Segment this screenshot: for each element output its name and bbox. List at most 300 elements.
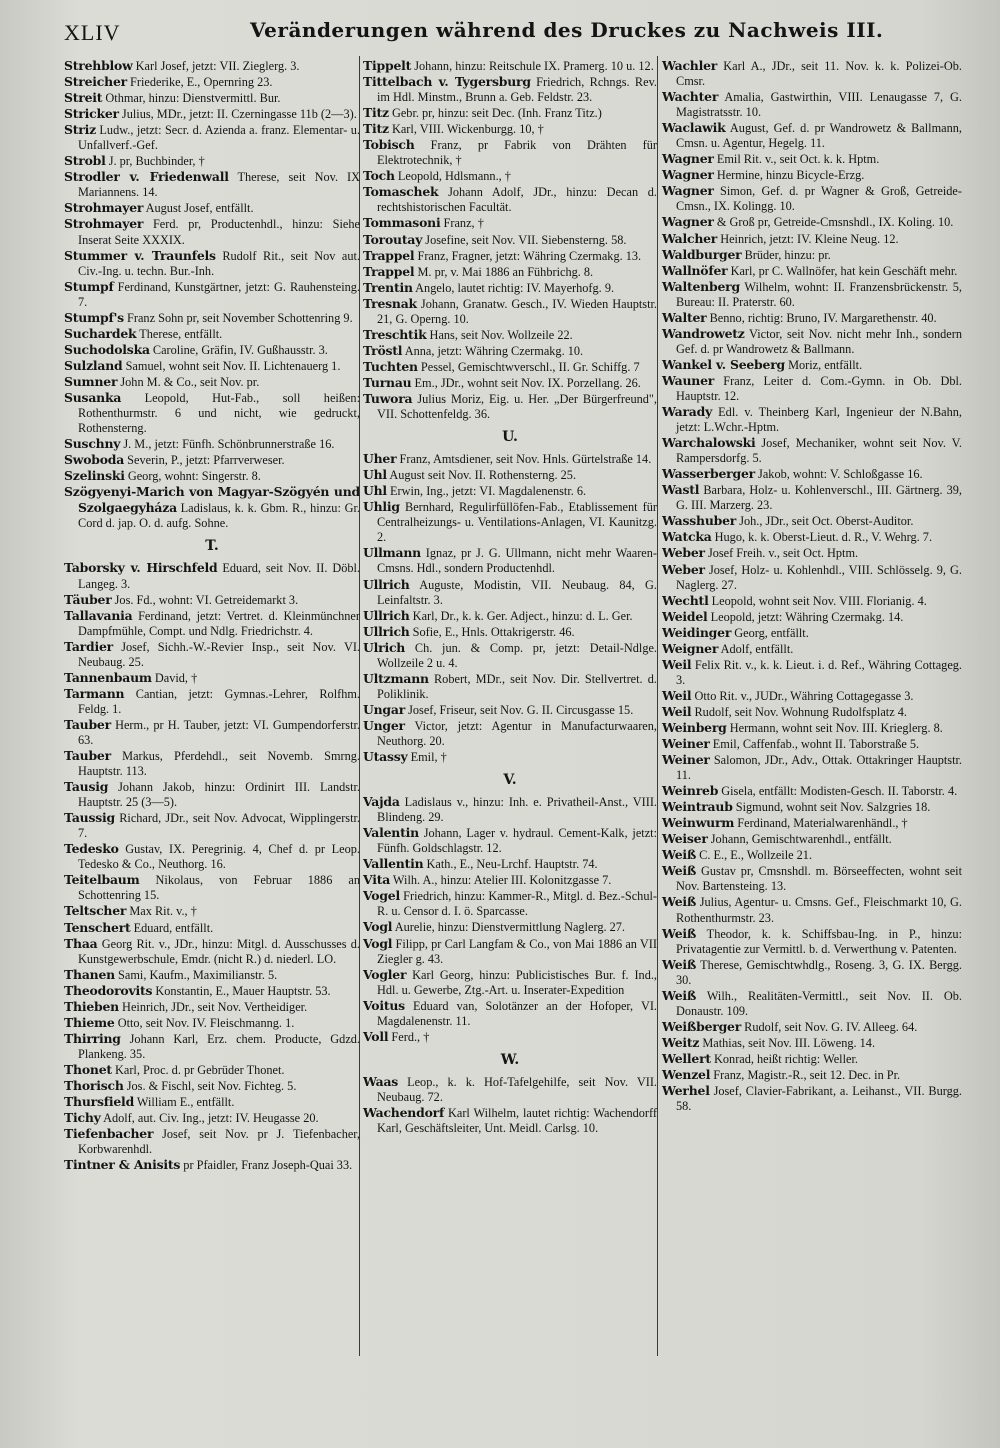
entry-name: Strehblow — [64, 58, 133, 73]
entry-name: Wachter — [662, 89, 719, 105]
entry-text: Gisela, entfällt: Modisten-Gesch. II. Taborstr. 4. — [718, 784, 958, 799]
entry-text: Josefine, seit Nov. VII. Siebensterng. 58. — [422, 232, 627, 247]
entry-name: Waltenberg — [662, 278, 740, 294]
entry-text: Joh., JDr., seit Oct. Oberst-Auditor. — [736, 514, 914, 529]
entry-name: Thonet — [64, 1061, 112, 1077]
directory-entry — [363, 718, 657, 749]
entry-name: Wachendorf — [363, 1105, 445, 1120]
directory-entry — [363, 671, 657, 702]
entry-text: Pessel, Gemischtwverschl., II. Gr. Schiffg. 7 — [417, 359, 640, 374]
entry-text: Bernhard, Regulirfüllöfen-Fab., Etablissement für Centralheizungs- u. Ventilations-Anlagen, VI. Kaunitzg. 2. — [377, 500, 657, 545]
entry-text: Sigmund, wohnt seit Nov. Salzgries 18. — [732, 800, 931, 815]
directory-entry — [662, 231, 962, 247]
directory-entry — [363, 215, 657, 231]
page-title: Veränderungen während des Druckes zu Nachweis III. — [250, 18, 884, 42]
entry-name: Suchardek — [64, 325, 137, 341]
entry-text: Hans, seit Nov. Wollzeile 22. — [426, 327, 573, 342]
entry-text: Josef, Holz- u. Kohlenhdl., VIII. Schlösselg. 9, G. Naglerg. 27. — [676, 562, 962, 592]
directory-entry — [363, 467, 657, 483]
directory-entry — [363, 624, 657, 640]
directory-entry — [662, 247, 962, 263]
directory-entry — [64, 342, 360, 358]
entry-name: Wagner — [662, 167, 714, 183]
entry-name: Vogel — [363, 888, 400, 904]
entry-name: Weißberger — [662, 1018, 742, 1034]
entry-name: Strohmayer — [64, 200, 144, 216]
entry-text: Jakob, wohnt: V. Schloßgasse 16. — [754, 467, 923, 482]
entry-name: Tippelt — [363, 58, 412, 73]
directory-entry — [363, 248, 657, 264]
entry-name: Szelinski — [64, 468, 125, 484]
entry-name: Uhl — [363, 467, 387, 483]
entry-name: Wasshuber — [662, 513, 737, 529]
entry-text: Therese, seit Nov. IX Mariannens. 14. — [78, 170, 360, 200]
directory-entry — [662, 357, 962, 373]
directory-entry — [363, 749, 657, 765]
entry-name: Uher — [363, 451, 397, 467]
directory-entry — [64, 436, 360, 452]
entry-name: Wallnöfer — [662, 262, 728, 278]
entry-name: Weiß — [662, 863, 697, 879]
directory-entry — [662, 688, 962, 704]
entry-text: Karl, VIII. Wickenburgg. 10, † — [388, 122, 544, 137]
entry-name: Täuber — [64, 591, 112, 607]
directory-entry — [64, 1015, 360, 1031]
directory-entry — [363, 168, 657, 184]
entry-text: Karl Georg, hinzu: Publicistisches Bur. f. Ind., Hdl. u. Gewerbe, Ztg.-Art. u. Inserater-Expedition — [377, 967, 657, 997]
entry-text: Caroline, Gräfin, IV. Gußhausstr. 3. — [149, 342, 328, 357]
entry-text: Karl, Dr., k. k. Ger. Adject., hinzu: d. L. Ger. — [409, 608, 633, 623]
directory-entry — [662, 926, 962, 957]
directory-entry — [64, 58, 360, 74]
entry-text: William E., entfällt. — [134, 1095, 235, 1110]
entry-name: Tenschert — [64, 919, 131, 935]
directory-entry — [662, 167, 962, 183]
directory-entry — [662, 1083, 962, 1114]
directory-entry — [64, 1062, 360, 1078]
entry-name: Sulzland — [64, 357, 123, 373]
entry-text: Konstantin, E., Mauer Hauptstr. 53. — [152, 983, 331, 998]
entry-name: Weiß — [662, 847, 697, 863]
entry-text: Eduard, seit Nov. II. Döbl. Langeg. 3. — [78, 561, 361, 591]
directory-entry — [662, 513, 962, 529]
directory-entry — [64, 608, 360, 639]
entry-text: August Josef, entfällt. — [143, 201, 254, 216]
directory-entry — [363, 608, 657, 624]
entry-text: Therese, entfällt. — [136, 326, 223, 341]
entry-name: Trappel — [363, 263, 415, 279]
entry-text: Emil, Caffenfab., wohnt II. Taborstraße 5. — [709, 737, 920, 752]
entry-text: Severin, P., jetzt: Pfarrverweser. — [124, 453, 285, 468]
entry-text: Johann Jakob, hinzu: Ordinirt III. Landstr. Hauptstr. 25 (3—5). — [78, 780, 360, 810]
directory-entry — [64, 90, 360, 106]
directory-entry — [363, 545, 657, 576]
directory-entry — [363, 137, 657, 168]
entry-name: Stummer v. Traunfels — [64, 247, 216, 263]
directory-entry — [64, 560, 360, 591]
entry-text: Gustav, IX. Peregrinig. 4, Chef d. pr Leop. Tedesko & Co., Neuthorg. 16. — [78, 842, 360, 872]
entry-text: Em., JDr., wohnt seit Nov. IX. Porzellang. 26. — [411, 375, 641, 390]
entry-name: Suschny — [64, 436, 121, 452]
entry-text: Heinrich, JDr., seit Nov. Vertheidiger. — [118, 999, 308, 1014]
directory-entry — [64, 452, 360, 468]
entry-text: Moriz, entfällt. — [785, 357, 863, 372]
directory-entry — [363, 232, 657, 248]
directory-entry — [363, 499, 657, 545]
entry-name: Vallentin — [363, 856, 424, 872]
entry-text: Herm., pr H. Tauber, jetzt: VI. Gumpendorferstr. 63. — [78, 717, 360, 747]
entry-name: Tiefenbacher — [64, 1126, 154, 1142]
entry-text: Julius, MDr., jetzt: II. Czerningasse 11b (2—3). — [118, 107, 357, 122]
entry-text: Heinrich, jetzt: IV. Kleine Neug. 12. — [717, 231, 899, 246]
directory-entry — [64, 484, 360, 531]
entry-name: Ullrich — [363, 623, 410, 639]
entry-name: Tausig — [64, 779, 109, 795]
entry-text: Ignaz, pr J. G. Ullmann, nicht mehr Waaren-Cmsns. Hdl., sondern Productenhdl. — [377, 546, 657, 576]
entry-name: Strodler v. Friedenwall — [64, 169, 229, 185]
entry-text: John M. & Co., seit Nov. pr. — [117, 374, 260, 389]
directory-entry — [64, 920, 360, 936]
directory-entry — [363, 483, 657, 499]
entry-name: Wastl — [662, 482, 700, 498]
directory-entry — [363, 794, 657, 825]
entry-name: Wauner — [662, 372, 715, 388]
entry-name: Thieben — [64, 998, 119, 1014]
entry-text: Edl. v. Theinberg Karl, Ingenieur der N.Bahn, jetzt: L.Wchr.-Hptm. — [676, 405, 962, 435]
entry-text: Leop., k. k. Hof-Tafelgehilfe, seit Nov. VII. Neubaug. 72. — [377, 1074, 657, 1104]
entry-text: Josef, Friseur, seit Nov. G. II. Circusgasse 15. — [405, 702, 634, 717]
entry-text: Leopold, jetzt: Währing Czermakg. 14. — [707, 609, 904, 624]
directory-entry — [363, 577, 657, 608]
entry-name: Wachler — [662, 58, 718, 73]
entry-text: Victor, seit Nov. nicht mehr Inh., sondern Gef. d. pr Wandrowetz & Ballmann. — [676, 326, 962, 356]
entry-name: Tallavania — [64, 607, 133, 623]
entry-name: Susanka — [64, 389, 122, 405]
entry-name: Thursfield — [64, 1094, 135, 1110]
entry-name: Weiner — [662, 752, 710, 768]
entry-text: Josef, Mechaniker, wohnt seit Nov. V. Rampersdorfg. 5. — [676, 436, 962, 466]
directory-entry — [363, 359, 657, 375]
directory-entry — [662, 214, 962, 230]
entry-name: Warchalowski — [662, 435, 756, 451]
entry-name: Watcka — [662, 529, 712, 545]
directory-entry — [64, 999, 360, 1015]
entry-text: Josef, seit Nov. pr J. Tiefenbacher, Korbwarenhdl. — [78, 1127, 360, 1157]
entry-text: Gustav pr, Cmsnshdl. m. Börseeffecten, wohnt seit Nov. Bartensteing. 13. — [676, 864, 962, 894]
entry-name: Theodorovits — [64, 982, 153, 998]
entry-text: Franz, Fragner, jetzt: Währing Czermakg. 13. — [414, 248, 642, 263]
entry-name: Turnau — [363, 374, 412, 390]
entry-name: Warady — [662, 404, 713, 420]
entry-name: Tommasoni — [363, 215, 441, 231]
entry-name: Tobisch — [363, 137, 415, 153]
entry-text: Hermann, wohnt seit Nov. III. Krieglerg. 8. — [726, 720, 943, 735]
directory-entry — [64, 1078, 360, 1094]
directory-entry — [64, 592, 360, 608]
directory-entry — [64, 1110, 360, 1126]
entry-text: Gebr. pr, hinzu: seit Dec. (Inh. Franz Titz.) — [388, 106, 602, 121]
entry-text: Emil Rit. v., seit Oct. k. k. Hptm. — [713, 152, 880, 167]
entry-name: Taborsky v. Hirschfeld — [64, 560, 218, 576]
directory-entry — [64, 358, 360, 374]
entry-name: Ullmann — [363, 545, 421, 561]
entry-text: Adolf, aut. Civ. Ing., jetzt: IV. Heugasse 20. — [100, 1111, 319, 1126]
directory-entry — [64, 903, 360, 919]
entry-text: Konrad, heißt richtig: Weller. — [710, 1051, 858, 1066]
directory-entry — [363, 1105, 657, 1136]
entry-name: Trentin — [363, 279, 413, 295]
entry-text: Johann, hinzu: Reitschule IX. Pramerg. 10 u. 12. — [411, 59, 654, 73]
entry-text: Max Rit. v., † — [126, 904, 197, 919]
directory-entry — [662, 657, 962, 688]
directory-entry — [363, 936, 657, 967]
directory-entry — [662, 720, 962, 736]
directory-entry — [662, 799, 962, 815]
entry-name: Wasserberger — [662, 466, 755, 482]
directory-entry — [363, 327, 657, 343]
entry-text: Franz, Amtsdiener, seit Nov. Hnls. Gürtelstraße 14. — [396, 452, 652, 467]
entry-name: Thieme — [64, 1014, 115, 1030]
entry-name: Uhlig — [363, 499, 400, 515]
entry-name: Weiß — [662, 894, 697, 910]
column-3 — [662, 58, 962, 1114]
entry-text: Wilh. A., hinzu: Atelier III. Kolonitzgasse 7. — [390, 873, 612, 888]
directory-entry — [662, 120, 962, 151]
entry-text: Wilhelm, wohnt: II. Franzensbrückenstr. 5, Bureau: II. Praterstr. 60. — [676, 279, 962, 309]
directory-entry — [64, 670, 360, 686]
directory-entry — [64, 1094, 360, 1110]
entry-text: Ferd. pr, Productenhdl., hinzu: Siehe Inserat Seite XXXIX. — [78, 217, 360, 247]
entry-name: Weidinger — [662, 624, 732, 640]
entry-name: Valentin — [363, 825, 419, 841]
directory-entry — [363, 296, 657, 327]
directory-entry — [662, 562, 962, 593]
directory-entry — [64, 872, 360, 903]
directory-entry — [64, 983, 360, 999]
directory-entry — [662, 1019, 962, 1035]
entry-text: Sami, Kaufm., Maximilianstr. 5. — [114, 967, 278, 982]
entry-name: Utassy — [363, 749, 408, 765]
entry-name: Teitelbaum — [64, 872, 140, 888]
entry-text: Adolf, entfällt. — [718, 641, 794, 656]
entry-text: Nikolaus, von Februar 1886 an Schottenring 15. — [78, 873, 360, 903]
entry-name: Werhel — [662, 1083, 710, 1099]
section-letter: T. — [205, 538, 219, 555]
entry-text: Ferdinand, Materialwarenhändl., † — [734, 816, 908, 831]
directory-entry — [363, 998, 657, 1029]
entry-text: Jos. Fd., wohnt: VI. Getreidemarkt 3. — [111, 592, 299, 607]
section-letter: W. — [500, 1051, 520, 1068]
entry-text: Samuel, wohnt seit Nov. II. Lichtenauerg 1. — [122, 358, 341, 373]
directory-entry — [662, 831, 962, 847]
directory-entry — [363, 1029, 657, 1045]
entry-text: Barbara, Holz- u. Kohlenverschl., III. Gärtnerg. 39, G. III. Marzerg. 23. — [676, 483, 962, 513]
directory-entry — [64, 686, 360, 717]
directory-entry — [363, 1074, 657, 1105]
entry-text: Franz, Leiter d. Com.-Gymn. in Ob. Dbl. Hauptstr. 12. — [676, 373, 962, 403]
entry-name: Vita — [363, 872, 391, 888]
entry-text: Leopold, Hut-Fab., soll heißen: Rothenthurmstr. 6 und nicht, wie gedruckt, Rothensterng. — [78, 390, 360, 436]
entry-text: Filipp, pr Carl Langfam & Co., von Mai 1886 an VII Ziegler g. 43. — [377, 936, 657, 966]
directory-entry — [363, 58, 657, 74]
entry-text: Ferdinand, Kunstgärtner, jetzt: G. Rauhensteing. 7. — [78, 279, 360, 309]
entry-text: Julius Moriz, Eig. u. Her. „Der Bürgerfreund", VII. Schottenfeldg. 36. — [377, 391, 657, 422]
entry-name: Wagner — [662, 183, 714, 199]
entry-name: Weitz — [662, 1034, 700, 1050]
entry-name: Trappel — [363, 247, 415, 263]
entry-name: Streit — [64, 90, 103, 106]
entry-text: Franz, Magistr.-R., seit 12. Dec. in Pr. — [710, 1068, 901, 1082]
directory-entry — [64, 468, 360, 484]
directory-entry — [64, 1031, 360, 1062]
entry-name: Vajda — [363, 794, 400, 810]
entry-name: Tresnak — [363, 295, 417, 311]
entry-name: Weinwurm — [662, 815, 735, 831]
entry-name: Wankel v. Seeberg — [662, 356, 785, 372]
directory-entry — [64, 216, 360, 247]
entry-name: Weiß — [662, 925, 697, 941]
entry-text: Ladislaus v., hinzu: Inh. e. Privatheil-Anst., VIII. Blindeng. 29. — [377, 795, 657, 825]
entry-name: Strobl — [64, 153, 106, 169]
directory-entry — [64, 936, 360, 967]
entry-name: Weidel — [662, 608, 708, 624]
entry-text: Ludw., jetzt: Secr. d. Azienda a. franz. Elementar- u. Unfallverf.-Gef. — [78, 123, 360, 153]
directory-entry — [64, 779, 360, 810]
entry-text: Karl, pr C. Wallnöfer, hat kein Geschäft mehr. — [727, 263, 958, 278]
entry-text: Johann, Gemischtwarenhdl., entfällt. — [707, 832, 892, 847]
entry-text: Ferd., † — [388, 1029, 430, 1044]
directory-entry — [662, 593, 962, 609]
directory-entry — [64, 74, 360, 90]
entry-name: Weil — [662, 687, 692, 703]
entry-name: Weiß — [662, 987, 697, 1003]
entry-name: Voll — [363, 1028, 389, 1044]
entry-text: Victor, jetzt: Agentur in Manufacturwaaren, Neuthorg. 20. — [377, 718, 657, 748]
entry-text: Georg Rit. v., JDr., hinzu: Mitgl. d. Ausschusses d. Kunstgewerbschule, Emdr. (nicht R.) d. niederl. LO. — [78, 936, 360, 966]
entry-text: Brüder, hinzu: pr. — [741, 247, 831, 262]
directory-entry — [64, 841, 360, 872]
directory-entry — [662, 894, 962, 925]
entry-text: C. E., E., Wollzeile 21. — [696, 848, 813, 863]
entry-text: Ladislaus, k. k. Gbm. R., hinzu: Gr. Cord d. jap. O. d. aufg. Sohne. — [78, 501, 360, 531]
entry-text: August, Gef. d. pr Wandrowetz & Ballmann, Cmsn. u. Agentur, Hegelg. 11. — [676, 121, 962, 151]
directory-entry — [363, 74, 657, 105]
entry-text: Emil, † — [407, 750, 447, 765]
entry-name: Weiser — [662, 831, 708, 847]
entry-text: Othmar, hinzu: Dienstvermittl. Bur. — [102, 91, 281, 106]
entry-name: Taussig — [64, 810, 115, 826]
entry-text: Angelo, lautet richtig: IV. Mayerhofg. 9. — [412, 280, 615, 295]
directory-entry — [64, 200, 360, 216]
entry-name: Weinreb — [662, 783, 719, 799]
entry-name: Vogler — [363, 966, 407, 982]
directory-entry — [662, 545, 962, 561]
entry-text: Amalia, Gastwirthin, VIII. Lenaugasse 7, G. Magistratsstr. 10. — [676, 90, 962, 120]
entry-name: Suchodolska — [64, 341, 150, 357]
entry-text: Simon, Gef. d. pr Wagner & Groß, Getreide-Cmsn., IX. Kolingg. 10. — [676, 184, 962, 214]
entry-text: Leopold, wohnt seit Nov. VIII. Florianig. 4. — [708, 593, 927, 608]
directory-entry — [363, 919, 657, 935]
entry-text: Karl Josef, jetzt: VII. Zieglerg. 3. — [132, 59, 300, 73]
entry-name: Toch — [363, 168, 395, 184]
entry-text: Theodor, k. k. Schiffsbau-Ing. in P., hinzu: Privatagentie zur Vermittl. b. d. Verwerthung v. Patenten. — [676, 926, 962, 956]
directory-entry — [662, 326, 962, 357]
entry-name: Tardier — [64, 638, 113, 654]
entry-name: Tittelbach v. Tygersburg — [363, 74, 531, 90]
directory-entry — [363, 888, 657, 919]
directory-entry — [363, 640, 657, 671]
entry-name: Waclawik — [662, 120, 726, 136]
directory-entry — [64, 1126, 360, 1157]
directory-entry — [662, 641, 962, 657]
entry-name: Wandrowetz — [662, 325, 745, 341]
entry-text: Karl, Proc. d. pr Gebrüder Thonet. — [111, 1062, 285, 1077]
directory-entry — [363, 967, 657, 998]
entry-name: Wagner — [662, 151, 714, 167]
entry-text: Johann Adolf, JDr., hinzu: Decan d. rechtshistorischen Facultät. — [377, 185, 657, 215]
directory-entry — [662, 609, 962, 625]
directory-entry — [64, 279, 360, 310]
entry-text: Johann, Lager v. hydraul. Cement-Kalk, jetzt: Fünfh. Goldschlagstr. 12. — [377, 826, 657, 856]
directory-entry — [662, 625, 962, 641]
entry-text: Richard, JDr., seit Nov. Advocat, Wipplingerstr. 7. — [78, 811, 360, 841]
directory-entry — [64, 310, 360, 326]
entry-text: Mathias, seit Nov. III. Löweng. 14. — [699, 1035, 876, 1050]
directory-entry — [64, 248, 360, 279]
entry-text: Ch. jun. & Comp. pr, jetzt: Detail-Ndlge. Wollzeile 2 u. 4. — [377, 640, 657, 670]
directory-entry — [64, 106, 360, 122]
directory-entry — [662, 815, 962, 831]
directory-entry — [363, 825, 657, 856]
directory-entry — [64, 967, 360, 983]
directory-entry — [64, 122, 360, 153]
directory-entry — [64, 717, 360, 748]
entry-name: Waldburger — [662, 246, 742, 262]
entry-text: Otto, seit Nov. IV. Fleischmanng. 1. — [114, 1015, 295, 1030]
entry-text: Johann Karl, Erz. chem. Producte, Gdzd. Plankeng. 35. — [78, 1031, 360, 1061]
directory-entry — [64, 810, 360, 841]
directory-entry — [363, 184, 657, 215]
entry-name: Uhl — [363, 483, 387, 499]
directory-entry — [662, 736, 962, 752]
entry-name: Walter — [662, 309, 707, 325]
entry-text: Anna, jetzt: Währing Czermakg. 10. — [402, 343, 584, 358]
entry-name: Tintner & Anisits — [64, 1157, 181, 1173]
entry-name: Wellert — [662, 1050, 711, 1066]
entry-text: Franz, † — [440, 216, 484, 231]
entry-text: Georg, wohnt: Singerstr. 8. — [124, 469, 261, 484]
directory-entry — [662, 183, 962, 214]
entry-text: Karl A., JDr., seit 11. Nov. k. k. Polizei-Ob. Cmsr. — [676, 59, 962, 89]
entry-name: Ungar — [363, 701, 406, 717]
entry-text: Cantian, jetzt: Gymnas.-Lehrer, Rolfhm. Feldg. 1. — [78, 686, 360, 716]
entry-text: Therese, Gemischtwhdlg., Roseng. 3, G. IX. Bergg. 30. — [676, 957, 962, 987]
entry-name: Titz — [363, 105, 389, 121]
entry-text: Aurelie, hinzu: Dienstvermittlung Naglerg. 27. — [392, 920, 625, 935]
directory-entry — [662, 89, 962, 120]
entry-text: Kath., E., Neu-Lrchf. Hauptstr. 74. — [423, 857, 598, 872]
entry-name: Ullrich — [363, 576, 410, 592]
entry-name: Tomaschek — [363, 184, 439, 200]
entry-name: Treschtik — [363, 326, 427, 342]
directory-entry — [64, 390, 360, 436]
directory-entry — [64, 374, 360, 390]
entry-name: Ullrich — [363, 607, 410, 623]
section-letter: V. — [503, 772, 517, 789]
entry-name: Swoboda — [64, 452, 125, 468]
directory-entry — [662, 482, 962, 513]
column-2 — [363, 58, 657, 1136]
